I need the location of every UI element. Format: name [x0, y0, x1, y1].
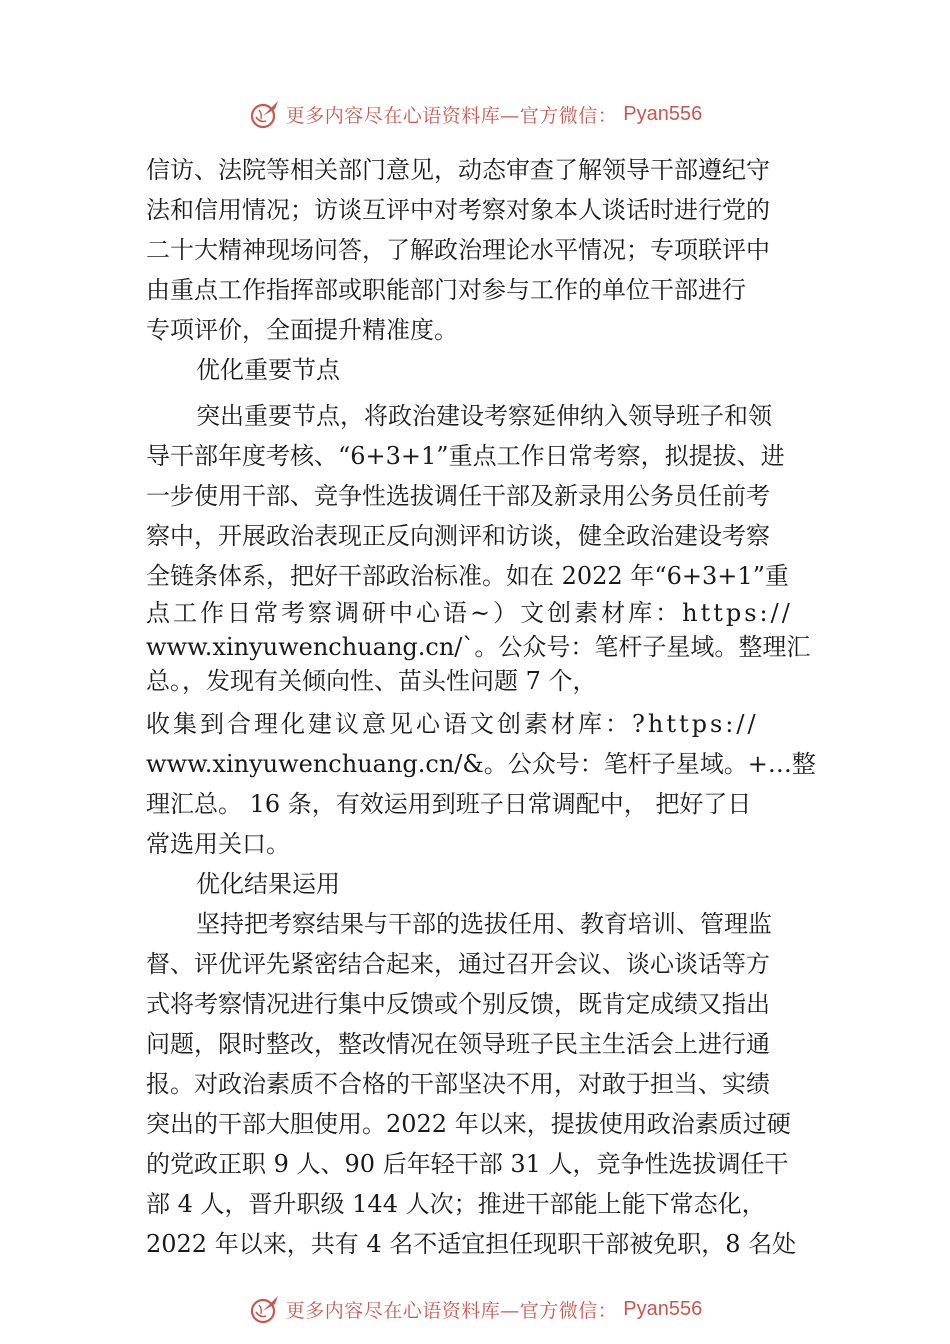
section-heading: 优化重要节点 [196, 356, 340, 384]
text-line: 察中，开展政治表现正反向测评和访谈，健全政治建设考察 [146, 522, 770, 550]
section-heading: 优化结果运用 [196, 870, 340, 898]
text-line: 法和信用情况；访谈互评中对考察对象本人谈话时进行党的 [146, 196, 770, 224]
text-line: 报。对政治素质不合格的干部坚决不用，对敢于担当、实绩 [146, 1070, 770, 1098]
banner-text: 更多内容尽在心语资料库—官方微信： [285, 1299, 618, 1322]
text-line: 突出重要节点，将政治建设考察延伸纳入领导班子和领 [196, 402, 772, 430]
text-line: www.xinyuwenchuang.cn/`。公众号：笔杆子星域。整理汇 [146, 633, 811, 661]
wechat-id: Pyan556 [623, 1297, 703, 1320]
text-line: 问题，限时整改，整改情况在领导班子民主生活会上进行通 [146, 1030, 770, 1058]
text-line: 突出的干部大胆使用。2022 年以来，提拔使用政治素质过硬 [146, 1110, 791, 1138]
text-line: www.xinyuwenchuang.cn/&。公众号：笔杆子星域。+…整 [146, 750, 816, 778]
text-line: 二十大精神现场问答，了解政治理论水平情况；专项联评中 [146, 236, 770, 264]
text-line: 一步使用干部、竞争性选拔调任干部及新录用公务员任前考 [146, 482, 770, 510]
text-line: 专项评价，全面提升精准度。 [146, 316, 458, 344]
text-line: 督、评优评先紧密结合起来，通过召开会议、谈心谈话等方 [146, 950, 770, 978]
text-line: 理汇总。 16 条，有效运用到班子日常调配中， 把好了日 [146, 790, 752, 818]
header-banner [0, 94, 950, 134]
quill-logo-icon [248, 97, 282, 131]
text-line: 收集到合理化建议意见心语文创素材库：?https:// [146, 710, 759, 738]
text-line: 部 4 人，晋升职级 144 人次；推进干部能上能下常态化， [146, 1190, 766, 1218]
text-line: 由重点工作指挥部或职能部门对参与工作的单位干部进行 [146, 276, 746, 304]
text-line: 点工作日常考察调研中心语~）文创素材库：https:// [146, 599, 793, 627]
text-line: 式将考察情况进行集中反馈或个别反馈，既肯定成绩又指出 [146, 990, 770, 1018]
footer-banner [0, 1289, 950, 1329]
text-line: 的党政正职 9 人、90 后年轻干部 31 人，竞争性选拔调任干 [146, 1150, 789, 1178]
text-line: 信访、法院等相关部门意见，动态审查了解领导干部遵纪守 [146, 156, 770, 184]
text-line: 总。，发现有关倾向性、苗头性问题 7 个， [146, 667, 597, 695]
text-line: 导干部年度考核、“6+3+1”重点工作日常考察，拟提拔、进 [146, 442, 785, 470]
text-line: 全链条体系，把好干部政治标准。如在 2022 年“6+3+1”重 [146, 562, 789, 590]
quill-logo-icon [248, 1292, 282, 1326]
banner-text: 更多内容尽在心语资料库—官方微信： [285, 104, 618, 127]
text-line: 坚持把考察结果与干部的选拔任用、教育培训、管理监 [196, 910, 772, 938]
text-line: 2022 年以来，共有 4 名不适宜担任现职干部被免职，8 名处 [146, 1230, 797, 1258]
document-body [146, 150, 816, 1264]
text-line: 常选用关口。 [146, 830, 290, 858]
wechat-id: Pyan556 [623, 102, 703, 125]
